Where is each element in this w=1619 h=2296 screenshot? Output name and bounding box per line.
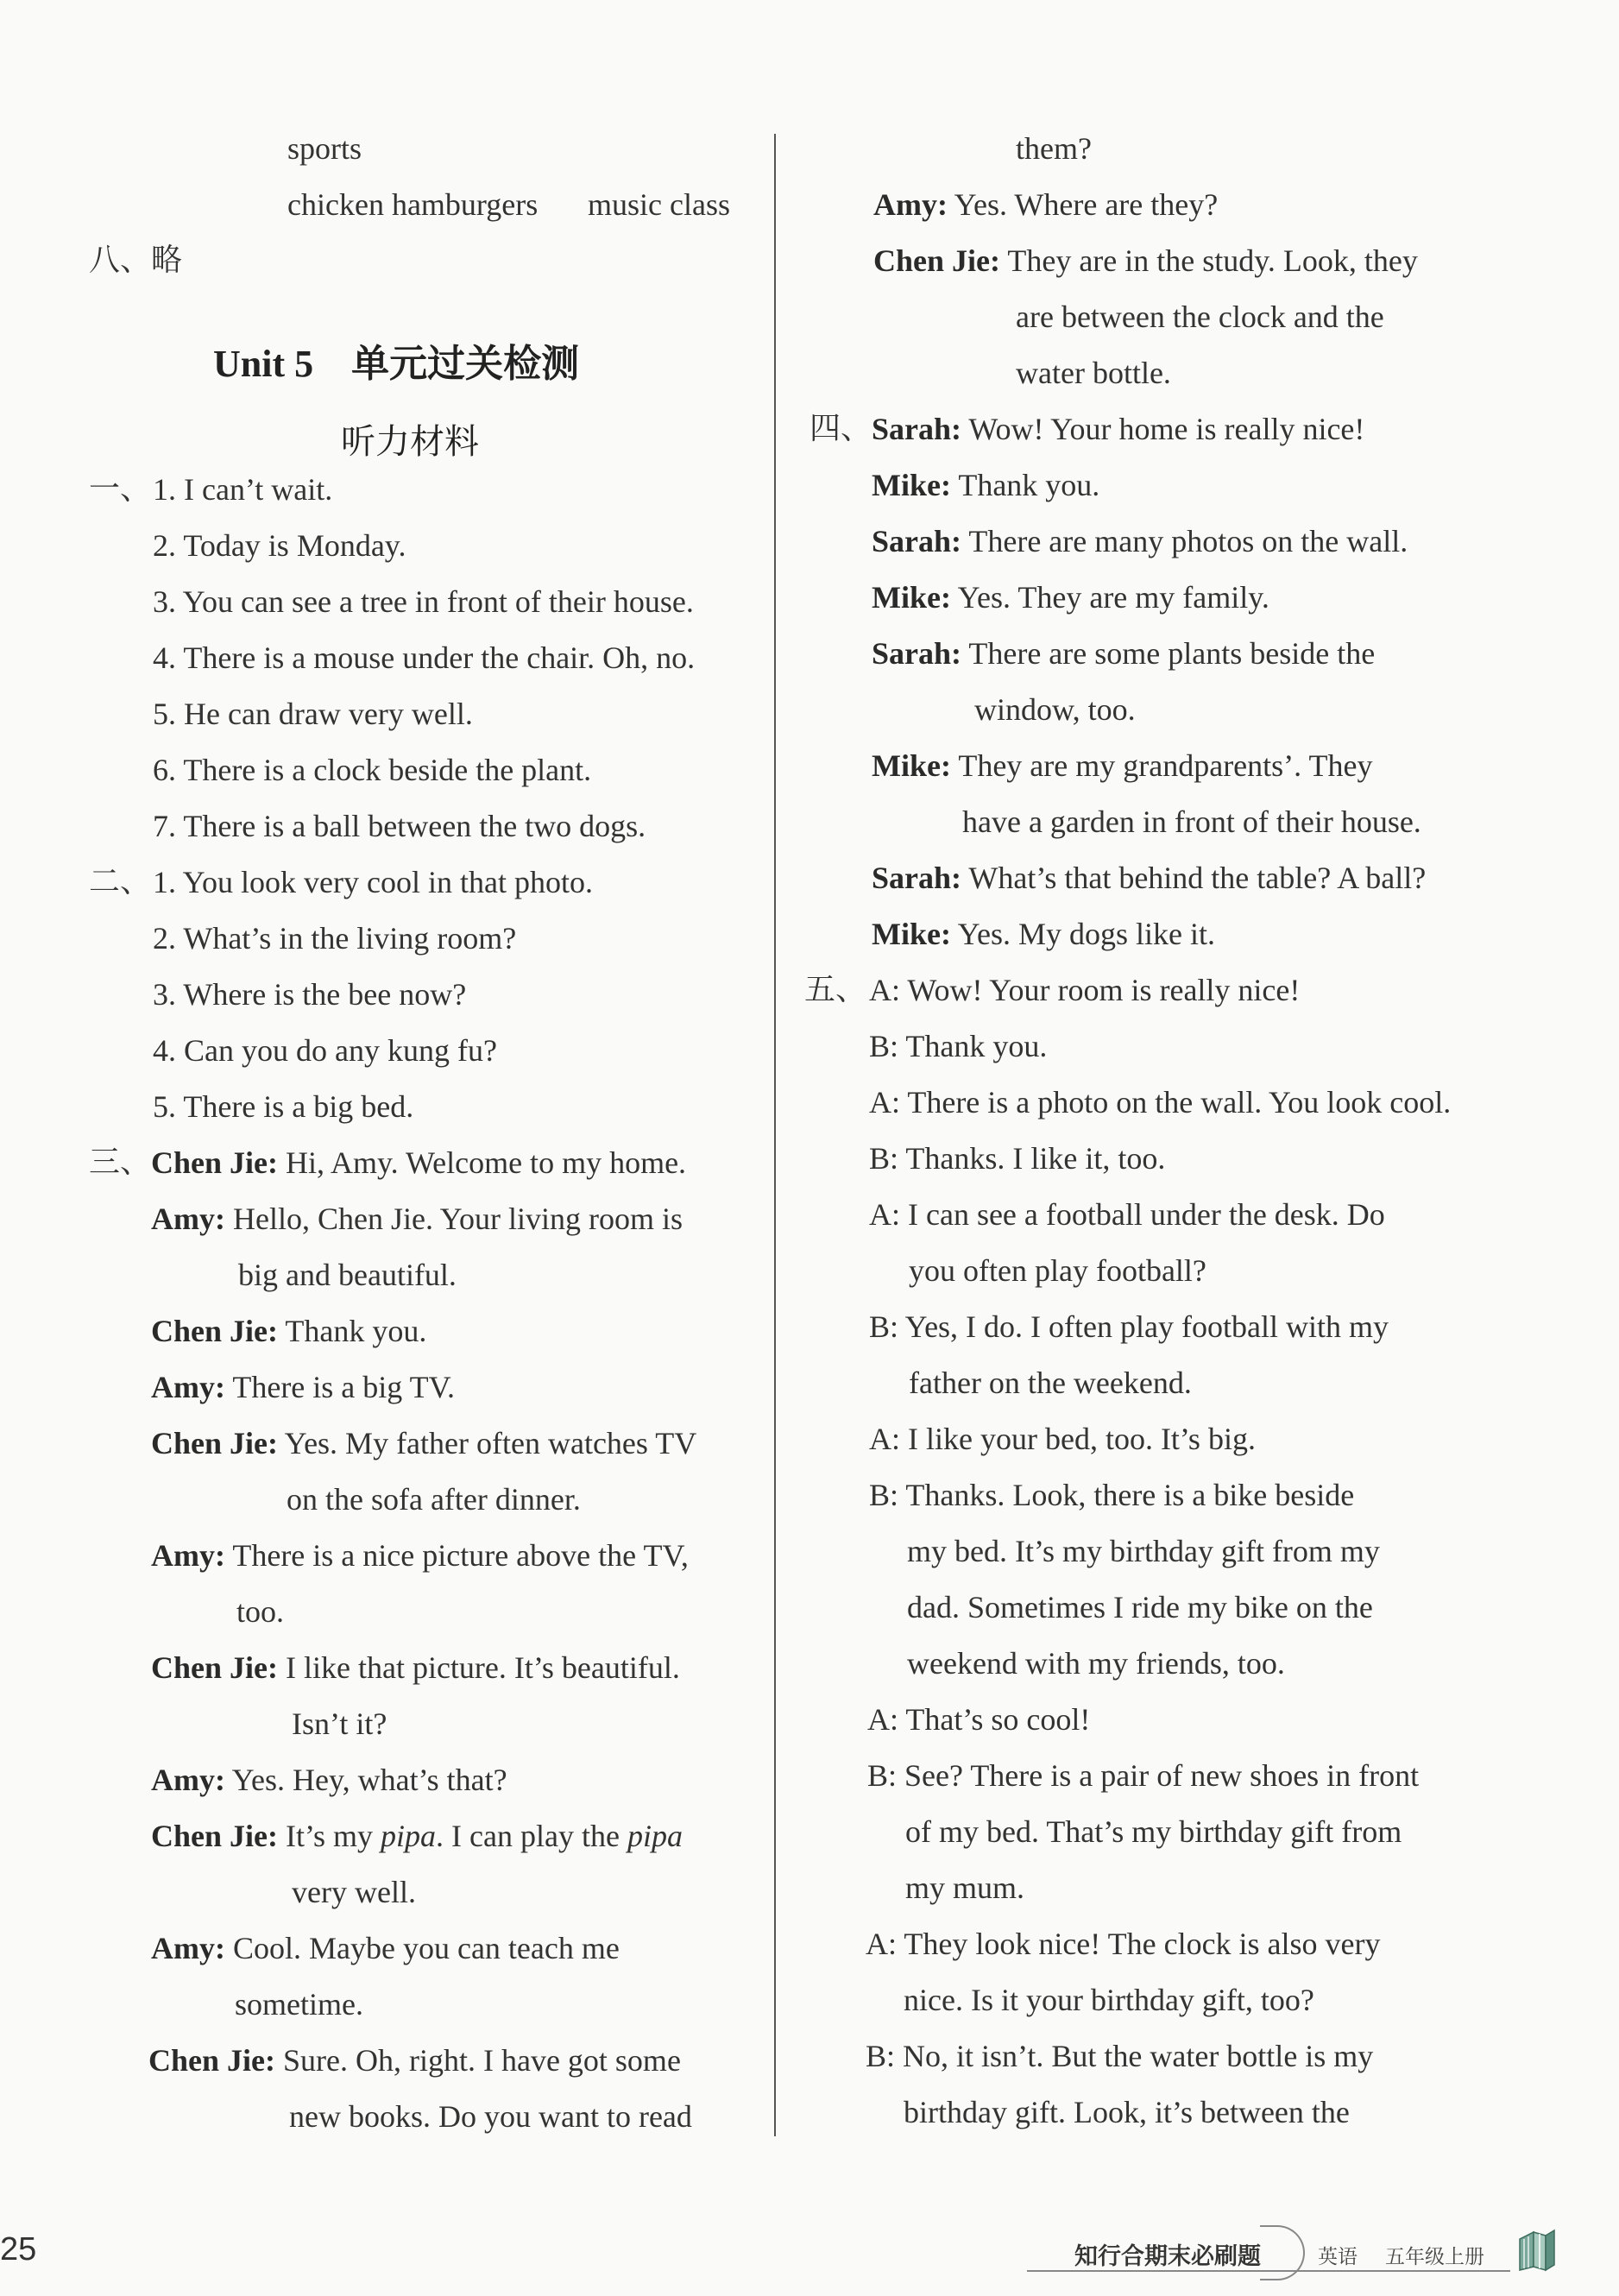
- dialogue-line: Chen Jie: I like that picture. It’s beautiful.: [151, 1650, 680, 1685]
- dialogue-line: Mike: Thank you.: [872, 468, 1100, 502]
- dialogue-continuation: of my bed. That’s my birthday gift from: [905, 1814, 1402, 1849]
- dialogue-continuation: weekend with my friends, too.: [907, 1646, 1285, 1681]
- dialogue-line: B: No, it isn’t. But the water bottle is my: [866, 2039, 1374, 2073]
- dialogue-line: Amy: Cool. Maybe you can teach me: [151, 1931, 620, 1965]
- dialogue-line: A: I can see a football under the desk. Do: [869, 1197, 1385, 1232]
- speaker-name: Chen Jie:: [151, 1819, 278, 1853]
- italic-term: pipa: [381, 1819, 437, 1853]
- dialogue-line: A: They look nice! The clock is also very: [866, 1927, 1381, 1961]
- speaker-name: Mike:: [872, 468, 951, 502]
- list-item: 1. You look very cool in that photo.: [153, 865, 593, 899]
- list-item: 3. Where is the bee now?: [153, 977, 467, 1012]
- dialogue-continuation: them?: [1016, 131, 1092, 166]
- dialogue-line: Amy: There is a big TV.: [151, 1370, 455, 1404]
- footer-brand: 知行合期末必刷题: [1074, 2243, 1261, 2270]
- dialogue-line: Sarah: Wow! Your home is really nice!: [872, 412, 1365, 446]
- list-item: 4. There is a mouse under the chair. Oh, no.: [153, 640, 696, 675]
- section-8-label: [89, 242, 182, 280]
- speaker-name: Chen Jie:: [151, 1426, 278, 1460]
- footer-arc: [1260, 2225, 1305, 2280]
- dialogue-continuation: on the sofa after dinner.: [287, 1482, 581, 1517]
- speaker-name: Chen Jie:: [151, 1650, 278, 1685]
- italic-term: pipa: [627, 1819, 683, 1853]
- section-3-number: 三、: [89, 1145, 152, 1180]
- dialogue-continuation: water bottle.: [1016, 356, 1171, 390]
- dialogue-continuation: too.: [236, 1594, 285, 1629]
- dialogue-line: Sarah: There are some plants beside the: [872, 636, 1376, 671]
- unit-title-en: Unit 5: [213, 343, 314, 385]
- speaker-name: Sarah:: [872, 524, 962, 558]
- dialogue-continuation: new books. Do you want to read: [289, 2099, 692, 2134]
- list-item: 3. You can see a tree in front of their house.: [153, 584, 694, 619]
- speaker-name: Amy:: [873, 187, 948, 222]
- speaker-name: Mike:: [872, 917, 951, 951]
- dialogue-continuation: Isn’t it?: [292, 1706, 387, 1741]
- dialogue-continuation: sometime.: [235, 1987, 363, 2022]
- footer-subject: 英语: [1318, 2246, 1358, 2268]
- dialogue-continuation: my mum.: [905, 1870, 1025, 1905]
- section-2-number: 二、: [89, 864, 152, 899]
- speaker-name: Sarah:: [872, 861, 962, 895]
- dialogue-line: Chen Jie: It’s my pipa. I can play the pipa: [151, 1819, 683, 1853]
- dialogue-line: Sarah: There are many photos on the wall.: [872, 524, 1408, 558]
- dialogue-continuation: very well.: [292, 1875, 416, 1909]
- speaker-name: Amy:: [151, 1202, 225, 1236]
- dialogue-line: B: See? There is a pair of new shoes in front: [867, 1758, 1420, 1793]
- list-item: 5. There is a big bed.: [153, 1089, 414, 1124]
- dialogue-continuation: my bed. It’s my birthday gift from my: [907, 1534, 1380, 1568]
- speaker-name: Chen Jie:: [151, 1314, 278, 1348]
- dialogue-line: A: There is a photo on the wall. You look cool.: [869, 1085, 1452, 1120]
- list-item: 2. Today is Monday.: [153, 528, 406, 563]
- speaker-name: Sarah:: [872, 636, 962, 671]
- unit-title-cn: 单元过关检测: [351, 342, 580, 386]
- dialogue-continuation: you often play football?: [909, 1253, 1206, 1288]
- book-stack-icon: [1516, 2227, 1556, 2272]
- dialogue-line: B: Thanks. Look, there is a bike beside: [869, 1478, 1355, 1512]
- section-5-number: 五、: [804, 972, 867, 1007]
- speaker-name: Chen Jie:: [148, 2043, 275, 2078]
- section-number: 八、: [89, 243, 152, 278]
- list-item: 4. Can you do any kung fu?: [153, 1033, 497, 1068]
- section-4-number: 四、: [810, 411, 872, 446]
- dialogue-continuation: have a garden in front of their house.: [962, 804, 1421, 839]
- speaker-name: Chen Jie:: [873, 243, 1000, 278]
- speaker-name: Amy:: [151, 1370, 225, 1404]
- column-divider: [774, 134, 776, 2136]
- dialogue-line: Chen Jie: Sure. Oh, right. I have got some: [148, 2043, 681, 2078]
- dialogue-continuation: window, too.: [974, 692, 1136, 727]
- speaker-name: Amy:: [151, 1931, 225, 1965]
- dialogue-line: Amy: Yes. Hey, what’s that?: [151, 1763, 507, 1797]
- list-item: 5. He can draw very well.: [153, 697, 473, 731]
- list-item: 6. There is a clock beside the plant.: [153, 753, 592, 787]
- dialogue-continuation: are between the clock and the: [1016, 300, 1384, 334]
- dialogue-continuation: big and beautiful.: [238, 1258, 457, 1292]
- section-subtitle: 听力材料: [341, 422, 479, 462]
- dialogue-line: Mike: They are my grandparents’. They: [872, 748, 1373, 783]
- dialogue-line: Amy: Yes. Where are they?: [873, 187, 1219, 222]
- dialogue-line: Amy: Hello, Chen Jie. Your living room is: [151, 1202, 683, 1236]
- dialogue-line: A: I like your bed, too. It’s big.: [869, 1422, 1256, 1456]
- dialogue-line: Chen Jie: They are in the study. Look, they: [873, 243, 1418, 278]
- speaker-name: Chen Jie:: [151, 1145, 278, 1180]
- dialogue-line: A: That’s so cool!: [867, 1702, 1091, 1737]
- list-item: 1. I can’t wait.: [153, 472, 333, 507]
- dialogue-line: Chen Jie: Hi, Amy. Welcome to my home.: [151, 1145, 687, 1180]
- dialogue-line: B: Thanks. I like it, too.: [869, 1141, 1166, 1176]
- dialogue-line: A: Wow! Your room is really nice!: [869, 973, 1301, 1007]
- dialogue-line: Mike: Yes. My dogs like it.: [872, 917, 1216, 951]
- list-item: 7. There is a ball between the two dogs.: [153, 809, 646, 843]
- dialogue-line: Chen Jie: Thank you.: [151, 1314, 427, 1348]
- speaker-name: Mike:: [872, 580, 951, 615]
- speaker-name: Sarah:: [872, 412, 962, 446]
- dialogue-line: B: Yes, I do. I often play football with my: [869, 1309, 1389, 1344]
- dialogue-line: Sarah: What’s that behind the table? A ball?: [872, 861, 1427, 895]
- section-1-number: 一、: [89, 471, 152, 507]
- answer-item: chicken hamburgers: [287, 187, 539, 222]
- dialogue-line: Chen Jie: Yes. My father often watches TV: [151, 1426, 697, 1460]
- dialogue-continuation: birthday gift. Look, it’s between the: [904, 2095, 1350, 2129]
- dialogue-continuation: nice. Is it your birthday gift, too?: [904, 1983, 1314, 2017]
- unit-title: [213, 332, 579, 388]
- speaker-name: Amy:: [151, 1763, 225, 1797]
- section-text: 略: [151, 243, 183, 278]
- dialogue-line: Amy: There is a nice picture above the TV,: [151, 1538, 689, 1573]
- speaker-name: Mike:: [872, 748, 951, 783]
- speaker-name: Amy:: [151, 1538, 225, 1573]
- dialogue-line: B: Thank you.: [869, 1029, 1048, 1063]
- answer-item: music class: [588, 187, 730, 222]
- page-number: 25: [0, 2231, 37, 2268]
- dialogue-line: Mike: Yes. They are my family.: [872, 580, 1269, 615]
- footer-grade: 五年级上册: [1385, 2246, 1484, 2268]
- list-item: 2. What’s in the living room?: [153, 921, 517, 956]
- dialogue-continuation: father on the weekend.: [909, 1366, 1192, 1400]
- answer-item: sports: [287, 131, 362, 166]
- dialogue-continuation: dad. Sometimes I ride my bike on the: [907, 1590, 1373, 1624]
